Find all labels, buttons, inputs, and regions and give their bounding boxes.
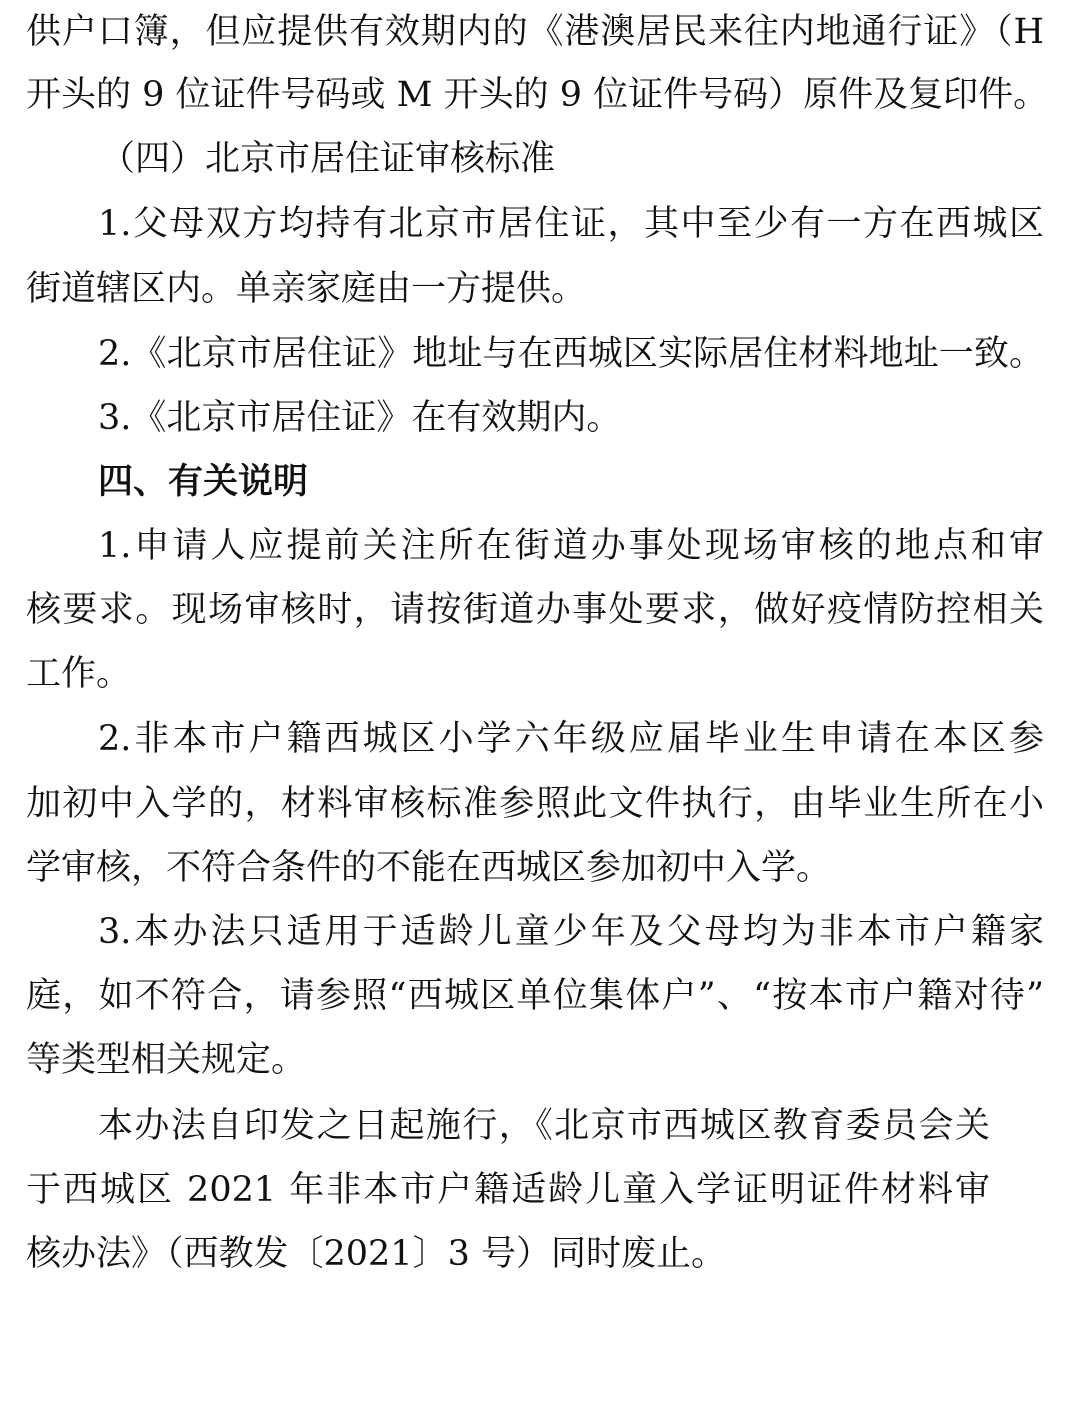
paragraph-text: 加初中入学的，材料审核标准参照此文件执行，由毕业生所在小 — [26, 784, 1044, 824]
paragraph-text: 等类型相关规定。 — [26, 1040, 307, 1080]
paragraph-text: 3.本办法只适用于适龄儿童少年及父母均为非本市户籍家 — [98, 912, 1044, 952]
text-line-20 — [0, 1226, 1080, 1282]
subheading-text: （四）北京市居住证审核标准 — [100, 139, 556, 179]
text-line-15 — [0, 904, 1080, 960]
paragraph-text: 于西城区 2021 年非本市户籍适龄儿童入学证明证件材料审 — [26, 1170, 990, 1210]
text-line-12 — [0, 711, 1080, 767]
paragraph-text: 核办法》（西教发〔2021〕3 号）同时废止。 — [26, 1234, 726, 1274]
section-subheading-residence-permit — [0, 131, 1080, 187]
heading-text: 四、有关说明 — [98, 461, 309, 502]
paragraph-text: 开头的 9 位证件号码或 M 开头的 9 位证件号码）原件及复印件。 — [26, 75, 1049, 115]
paragraph-text: 1.申请人应提前关注所在街道办事处现场审核的地点和审 — [98, 526, 1044, 566]
text-line-16 — [0, 968, 1080, 1024]
text-line-10 — [0, 582, 1080, 638]
text-line-6 — [0, 326, 1080, 382]
paragraph-text: 庭，如不符合，请参照“西城区单位集体户”、“按本市户籍对待” — [26, 976, 1044, 1016]
paragraph-text: 街道辖区内。单亲家庭由一方提供。 — [26, 269, 587, 309]
paragraph-text: 核要求。现场审核时，请按街道办事处要求，做好疫情防控相关 — [26, 590, 1044, 630]
text-line-1 — [0, 4, 1080, 60]
text-line-17 — [0, 1032, 1080, 1088]
text-line-4 — [0, 196, 1080, 252]
text-line-2 — [0, 67, 1080, 123]
text-line-5 — [0, 261, 1080, 317]
text-line-18 — [0, 1098, 1080, 1154]
paragraph-text: 学审核，不符合条件的不能在西城区参加初中入学。 — [26, 848, 832, 888]
section-heading-notes — [0, 454, 1080, 510]
text-line-11 — [0, 646, 1080, 702]
text-line-9 — [0, 518, 1080, 574]
paragraph-text: 供户口簿，但应提供有效期内的《港澳居民来往内地通行证》（H — [26, 12, 1044, 52]
text-line-14 — [0, 840, 1080, 896]
paragraph-text: 本办法自印发之日起施行，《北京市西城区教育委员会关 — [98, 1106, 990, 1146]
text-line-7 — [0, 390, 1080, 446]
text-line-13 — [0, 776, 1080, 832]
paragraph-text: 2.《北京市居住证》地址与在西城区实际居住材料地址一致。 — [98, 334, 1044, 374]
paragraph-text: 工作。 — [26, 654, 132, 694]
text-line-19 — [0, 1162, 1080, 1218]
paragraph-text: 2.非本市户籍西城区小学六年级应届毕业生申请在本区参 — [98, 719, 1044, 759]
paragraph-text: 1.父母双方均持有北京市居住证，其中至少有一方在西城区 — [98, 204, 1044, 244]
paragraph-text: 3.《北京市居住证》在有效期内。 — [98, 398, 622, 438]
